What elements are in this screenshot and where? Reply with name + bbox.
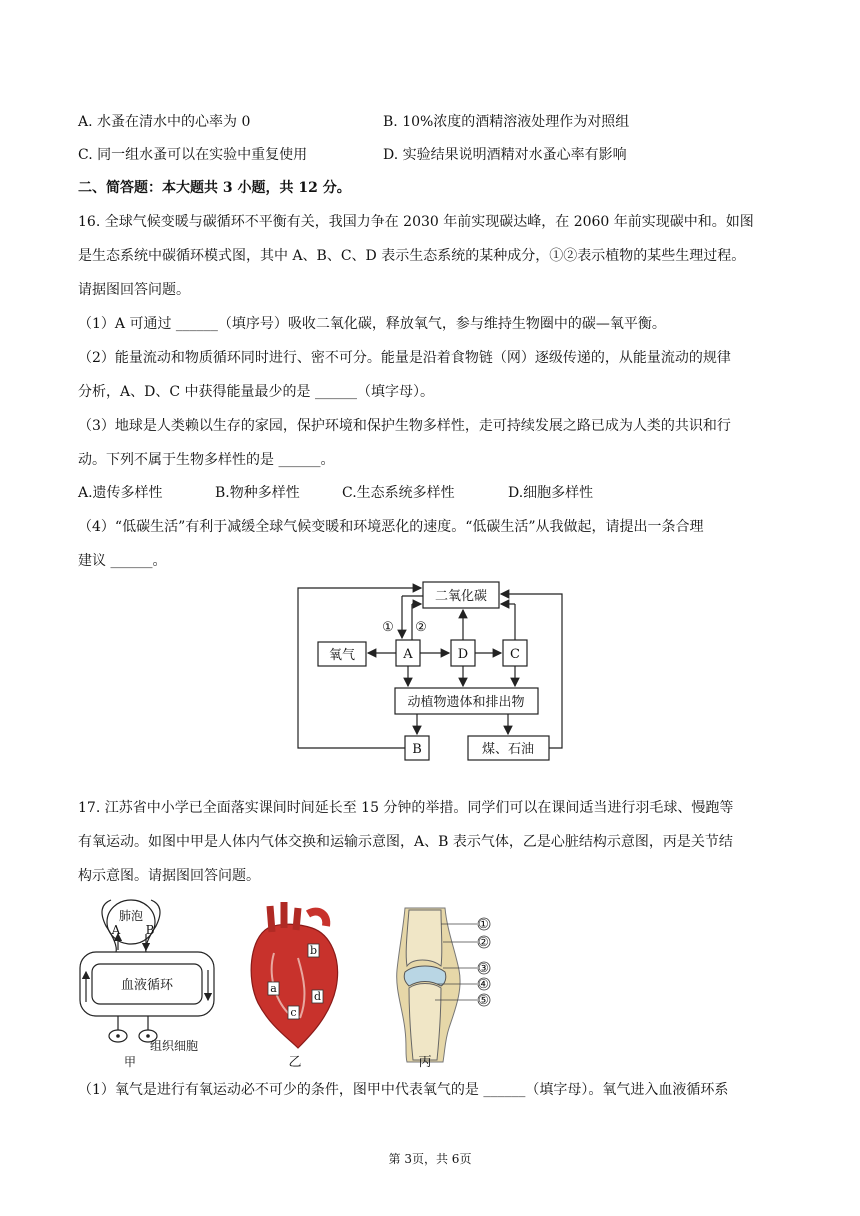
q16-part3-line1: （3）地球是人类赖以生存的家园，保护环境和保护生物多样性，走可持续发展之路已成为人类的共识和行 (78, 418, 731, 434)
carbon-cycle-diagram (290, 576, 580, 766)
joint-figure (385, 900, 505, 1074)
b-label: B (412, 742, 422, 757)
option-a: A. 水蚤在清水中的心率为 0 (78, 114, 251, 130)
alveolus-label: 肺泡 (118, 909, 144, 923)
q16-part2-line2: 分析，A、D、C 中获得能量最少的是 ______（填字母）。 (78, 384, 434, 400)
co2-label: 二氧化碳 (434, 589, 488, 604)
remains-label: 动植物遗体和排出物 (407, 695, 525, 710)
heart-label-b: b (309, 944, 318, 957)
heart-label-a: a (270, 982, 277, 995)
gas-b-label: B (145, 923, 155, 937)
q16-part3-option-b: B.物种多样性 (215, 485, 300, 501)
q16-stem-line3: 请据图回答问题。 (78, 282, 190, 298)
page-footer: 第 3页，共 6页 (388, 1152, 472, 1166)
joint-label-5: ⑤ (478, 993, 489, 1007)
joint-label-3: ③ (478, 961, 489, 975)
q16-part3-option-c: C.生态系统多样性 (342, 485, 455, 501)
joint-head (406, 910, 442, 966)
q16-part3-option-d: D.细胞多样性 (508, 485, 594, 501)
coal-label: 煤、石油 (481, 742, 535, 757)
gas-a-label: A (111, 923, 121, 937)
q16-stem-line1: 16. 全球气候变暖与碳循环不平衡有关，我国力争在 2030 年前实现碳达峰，在 2060 年前实现碳中和。如图 (78, 214, 754, 230)
c-label: C (510, 647, 520, 662)
oxygen-label: 氧气 (328, 648, 356, 663)
joint-label-4: ④ (478, 977, 489, 991)
option-b: B. 10%浓度的酒精溶液处理作为对照组 (383, 114, 630, 130)
q16-part1: （1）A 可通过 ______（填序号）吸收二氧化碳，释放氧气，参与维持生物圈中的碳—氧平衡。 (78, 316, 666, 332)
a-label: A (403, 647, 413, 662)
q16-part3-line2: 动。下列不属于生物多样性的是 ______。 (78, 452, 335, 468)
q17-part1: （1）氧气是进行有氧运动必不可少的条件，图甲中代表氧气的是 ______（填字母）。氧气进入血液循环系 (78, 1082, 729, 1098)
q17-stem-line1: 17. 江苏省中小学已全面落实课间时间延长至 15 分钟的举措。同学们可以在课间适当进行羽毛球、慢跑等 (78, 800, 734, 816)
figure-yi-caption: 乙 (288, 1055, 302, 1070)
heart-label-d: d (313, 990, 322, 1003)
joint-label-1: ① (478, 917, 489, 931)
q17-stem-line2: 有氧运动。如图中甲是人体内气体交换和运输示意图，A、B 表示气体，乙是心脏结构示意图，丙是关节结 (78, 834, 733, 850)
section-heading: 二、简答题：本大题共 3 小题，共 12 分。 (78, 180, 351, 196)
option-c: C. 同一组水蚤可以在实验中重复使用 (78, 147, 308, 163)
process1-marker: ① (382, 620, 394, 635)
figure-bing-caption: 丙 (418, 1055, 432, 1070)
heart-shape (251, 924, 337, 1048)
heart-figure (238, 898, 348, 1074)
figure-jia-caption: 甲 (123, 1055, 137, 1069)
process2-marker: ② (415, 620, 427, 635)
option-d: D. 实验结果说明酒精对水蚤心率有影响 (383, 147, 627, 163)
joint-socket (409, 984, 441, 1061)
joint-label-2: ② (478, 935, 489, 949)
heart-label-c: c (290, 1006, 297, 1019)
d-label: D (457, 647, 469, 662)
tissue-cell-label: 组织细胞 (150, 1039, 199, 1053)
blood-circulation-label: 血液循环 (120, 978, 174, 993)
q16-part4-line2: 建议 ______。 (78, 553, 167, 569)
q16-part2-line1: （2）能量流动和物质循环同时进行、密不可分。能量是沿着食物链（网）逐级传递的，从能量流动的规律 (78, 350, 731, 366)
q16-part3-option-a: A.遗传多样性 (78, 485, 163, 501)
q17-stem-line3: 构示意图。请据图回答问题。 (78, 868, 260, 884)
q16-stem-line2: 是生态系统中碳循环模式图，其中 A、B、C、D 表示生态系统的某种成分，①②表示植物的某些生理过程。 (78, 248, 746, 264)
gas-exchange-figure (76, 892, 236, 1072)
q16-part4-line1: （4）“低碳生活”有利于减缓全球气候变暖和环境恶化的速度。“低碳生活”从我做起，请提出一条合理 (78, 519, 704, 535)
